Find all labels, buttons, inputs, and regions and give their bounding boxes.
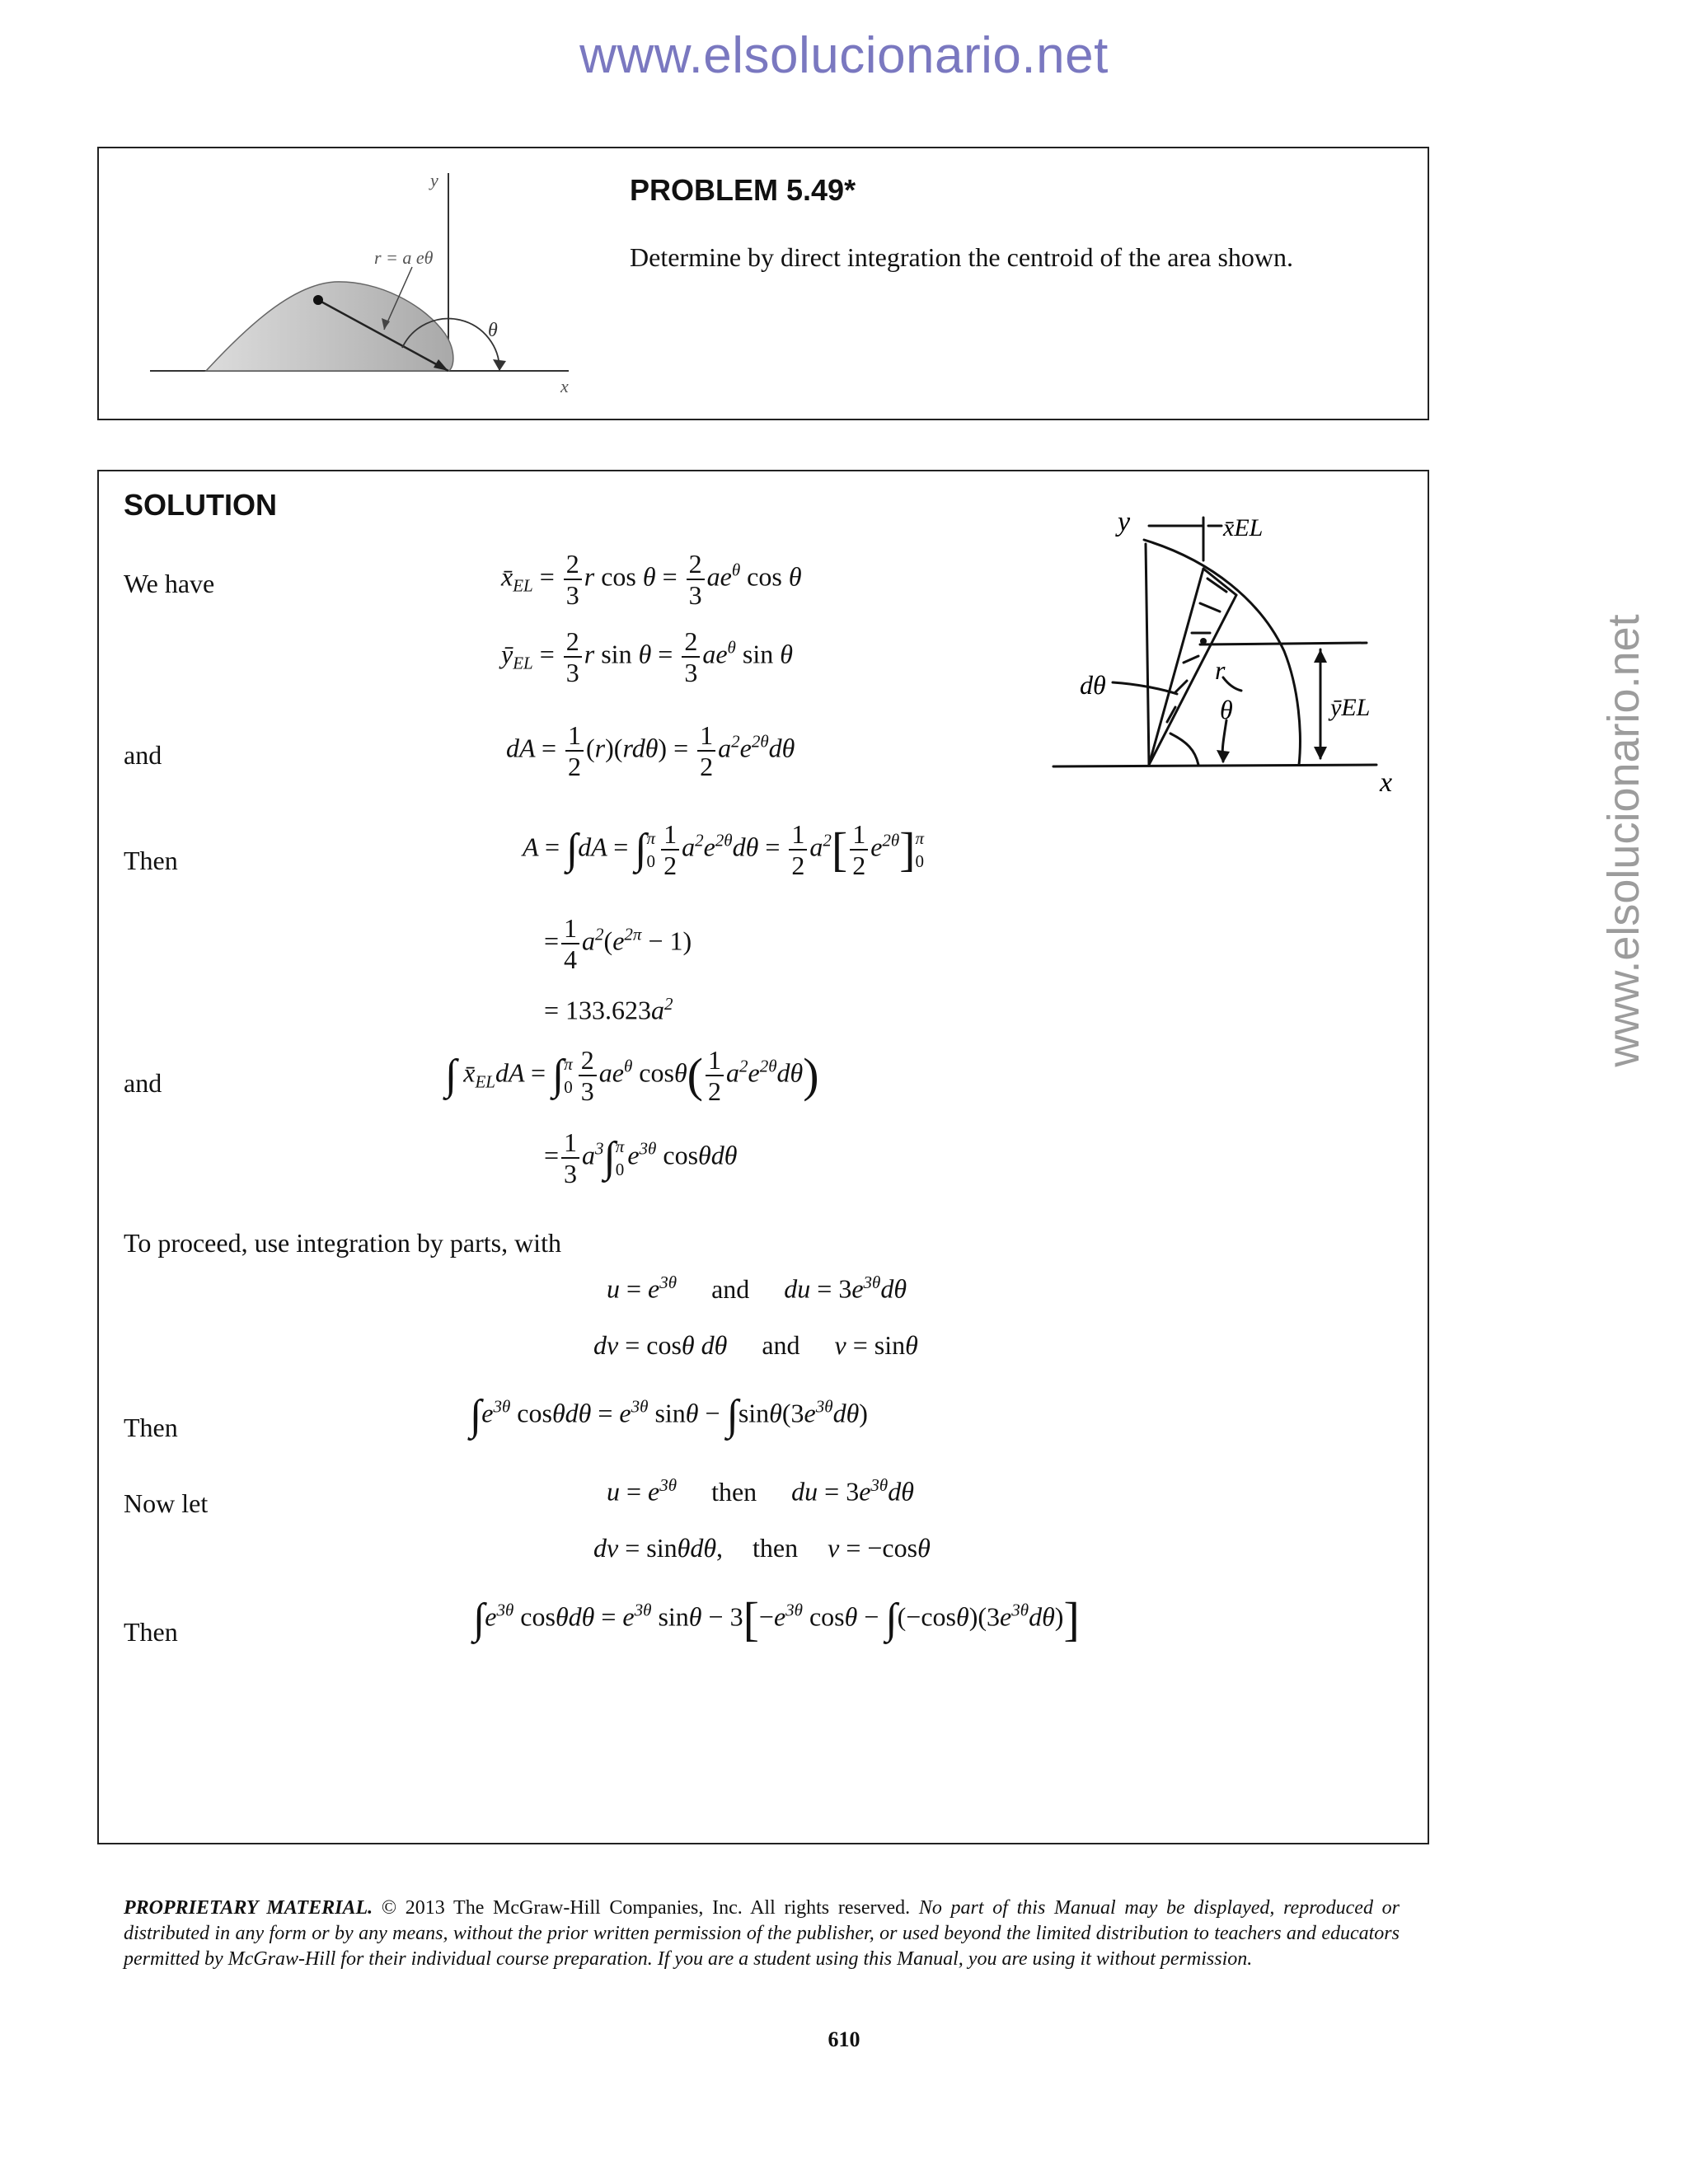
sketch-xel-label: x̄EL [1223,514,1264,541]
spiral-area [206,282,453,371]
sketch-x-axis [1053,765,1376,766]
solution-title: SOLUTION [124,488,277,522]
problem-title: PROBLEM 5.49* [630,173,856,207]
label-proceed: To proceed, use integration by parts, with [124,1228,561,1258]
word-and-b: and [762,1330,800,1360]
footer-lead: PROPRIETARY MATERIAL. [124,1897,373,1919]
figure-x-label: x [560,376,569,396]
sketch-theta-label: θ [1220,695,1233,724]
word-and-a: and [711,1273,750,1304]
label-now-let: Now let [124,1488,209,1518]
word-then-a: then [711,1476,757,1507]
equation-first-moment: ∫ $x̄_{EL}dA$ = ∫ π 0 $\frac{2}{3}$ $ae^\theta$ cosθ( $\frac{1}{2}$ $a^2e^{2\theta}d\theta$) [445,1045,819,1106]
sketch-yel-label: ȳEL [1330,694,1371,721]
watermark-side: www.elsolucionario.net [1599,614,1648,1067]
equation-parts-v2: dv = sinθdθ, then v = −cosθ [593,1533,931,1563]
sketch-dtheta-label: dθ [1080,670,1106,700]
watermark-top: www.elsolucionario.net [579,27,1109,84]
equation-area-step: = $\frac{1}{4}$ $a^2(e^{2\pi} - 1)$ [544,913,692,974]
equation-area-result: = $133.623a^2$ [544,994,673,1025]
label-and-2: and [124,1068,162,1098]
equation-parts-second: $\int e^{3\theta}$ $\cos\theta d\theta = e^{3\theta}$ $\sin\theta - 3[-e^{3\theta}$ $\cos\theta - \int(-\cos\theta)(3e^{3\theta}d\theta)$] [473,1592,1080,1646]
equation-parts-v: dv = cosθ dθ and v = sinθ [593,1330,918,1360]
equation-parts-u: $u = e^{3\theta}$ and du = $3e^{3\theta}d\theta$ [607,1272,907,1304]
curve-label: r = a eθ [374,247,434,268]
label-and-1: and [124,740,162,770]
angle-label: θ [488,320,498,341]
equation-da: dA = $\frac{1}{2}$ (r)(rdθ) = $\frac{1}{2}$ $a^2e^{2\theta}d\theta$ [506,720,795,781]
problem-statement: Determine by direct integration the centroid of the area shown. [630,242,1294,272]
sketch-x-label: x [1380,767,1393,798]
footer-notice [124,1896,1400,1973]
label-then-3: Then [124,1617,178,1647]
problem-figure [140,165,585,404]
sketch-y-axis [1146,544,1149,765]
area-result-value: 133.623 [565,995,652,1025]
sketch-r-label: r [1215,655,1226,685]
word-then-b: then [753,1533,799,1563]
equation-area-integral: A = ∫dA = ∫ π 0 $\frac{1}{2}$ $a^2e^{2\theta}d\theta$ = $\frac{1}{2}$ $a^2$[ $\frac{1}{2}$ $e^{2\theta}$] π 0 [523,819,925,880]
equation-parts-first: $\int e^{3\theta}$ $\cos\theta d\theta = e^{3\theta}$ $\sin\theta - \int\sin\theta(3e^{3\theta}d\theta)$ [470,1392,868,1439]
sketch-y-label: y [1118,507,1131,537]
label-we-have: We have [124,569,215,598]
curve-point [313,295,323,305]
footer-copyright: © 2013 The McGraw-Hill Companies, Inc. All rights reserved. [381,1897,911,1919]
equation-parts-u2: $u = e^{3\theta}$ then du = $3e^{3\theta}d\theta$ [607,1475,914,1507]
equation-first-moment-step: = $\frac{1}{3}$ $a^3\int$ π 0 $e^{3\theta}$ cosθdθ [544,1127,738,1188]
solution-sketch [1047,503,1409,799]
label-then-2: Then [124,1413,178,1442]
equation-yel: $ȳ_{EL}$ = $\frac{2}{3}$ r sin θ = $\frac{2}{3}$ $ae^\theta$ sin θ [501,626,793,687]
footer-permission: No part of this Manual may be displayed, reproduced or distributed in any form or by any means, without the prior written permission of the publisher, or used beyond the limited distribution to teachers and educators permitted by McGraw-Hill for their individual course preparation. If you are a student using this Manual, you are using it without permission. [124,1897,1400,1971]
page-number: 610 [828,2027,860,2051]
label-then-1: Then [124,846,178,875]
figure-y-label: y [430,170,438,190]
equation-xel: $x̄_{EL}$ = $\frac{2}{3}$ r cos θ = $\frac{2}{3}$ $ae^\theta$ cos θ [501,549,802,610]
